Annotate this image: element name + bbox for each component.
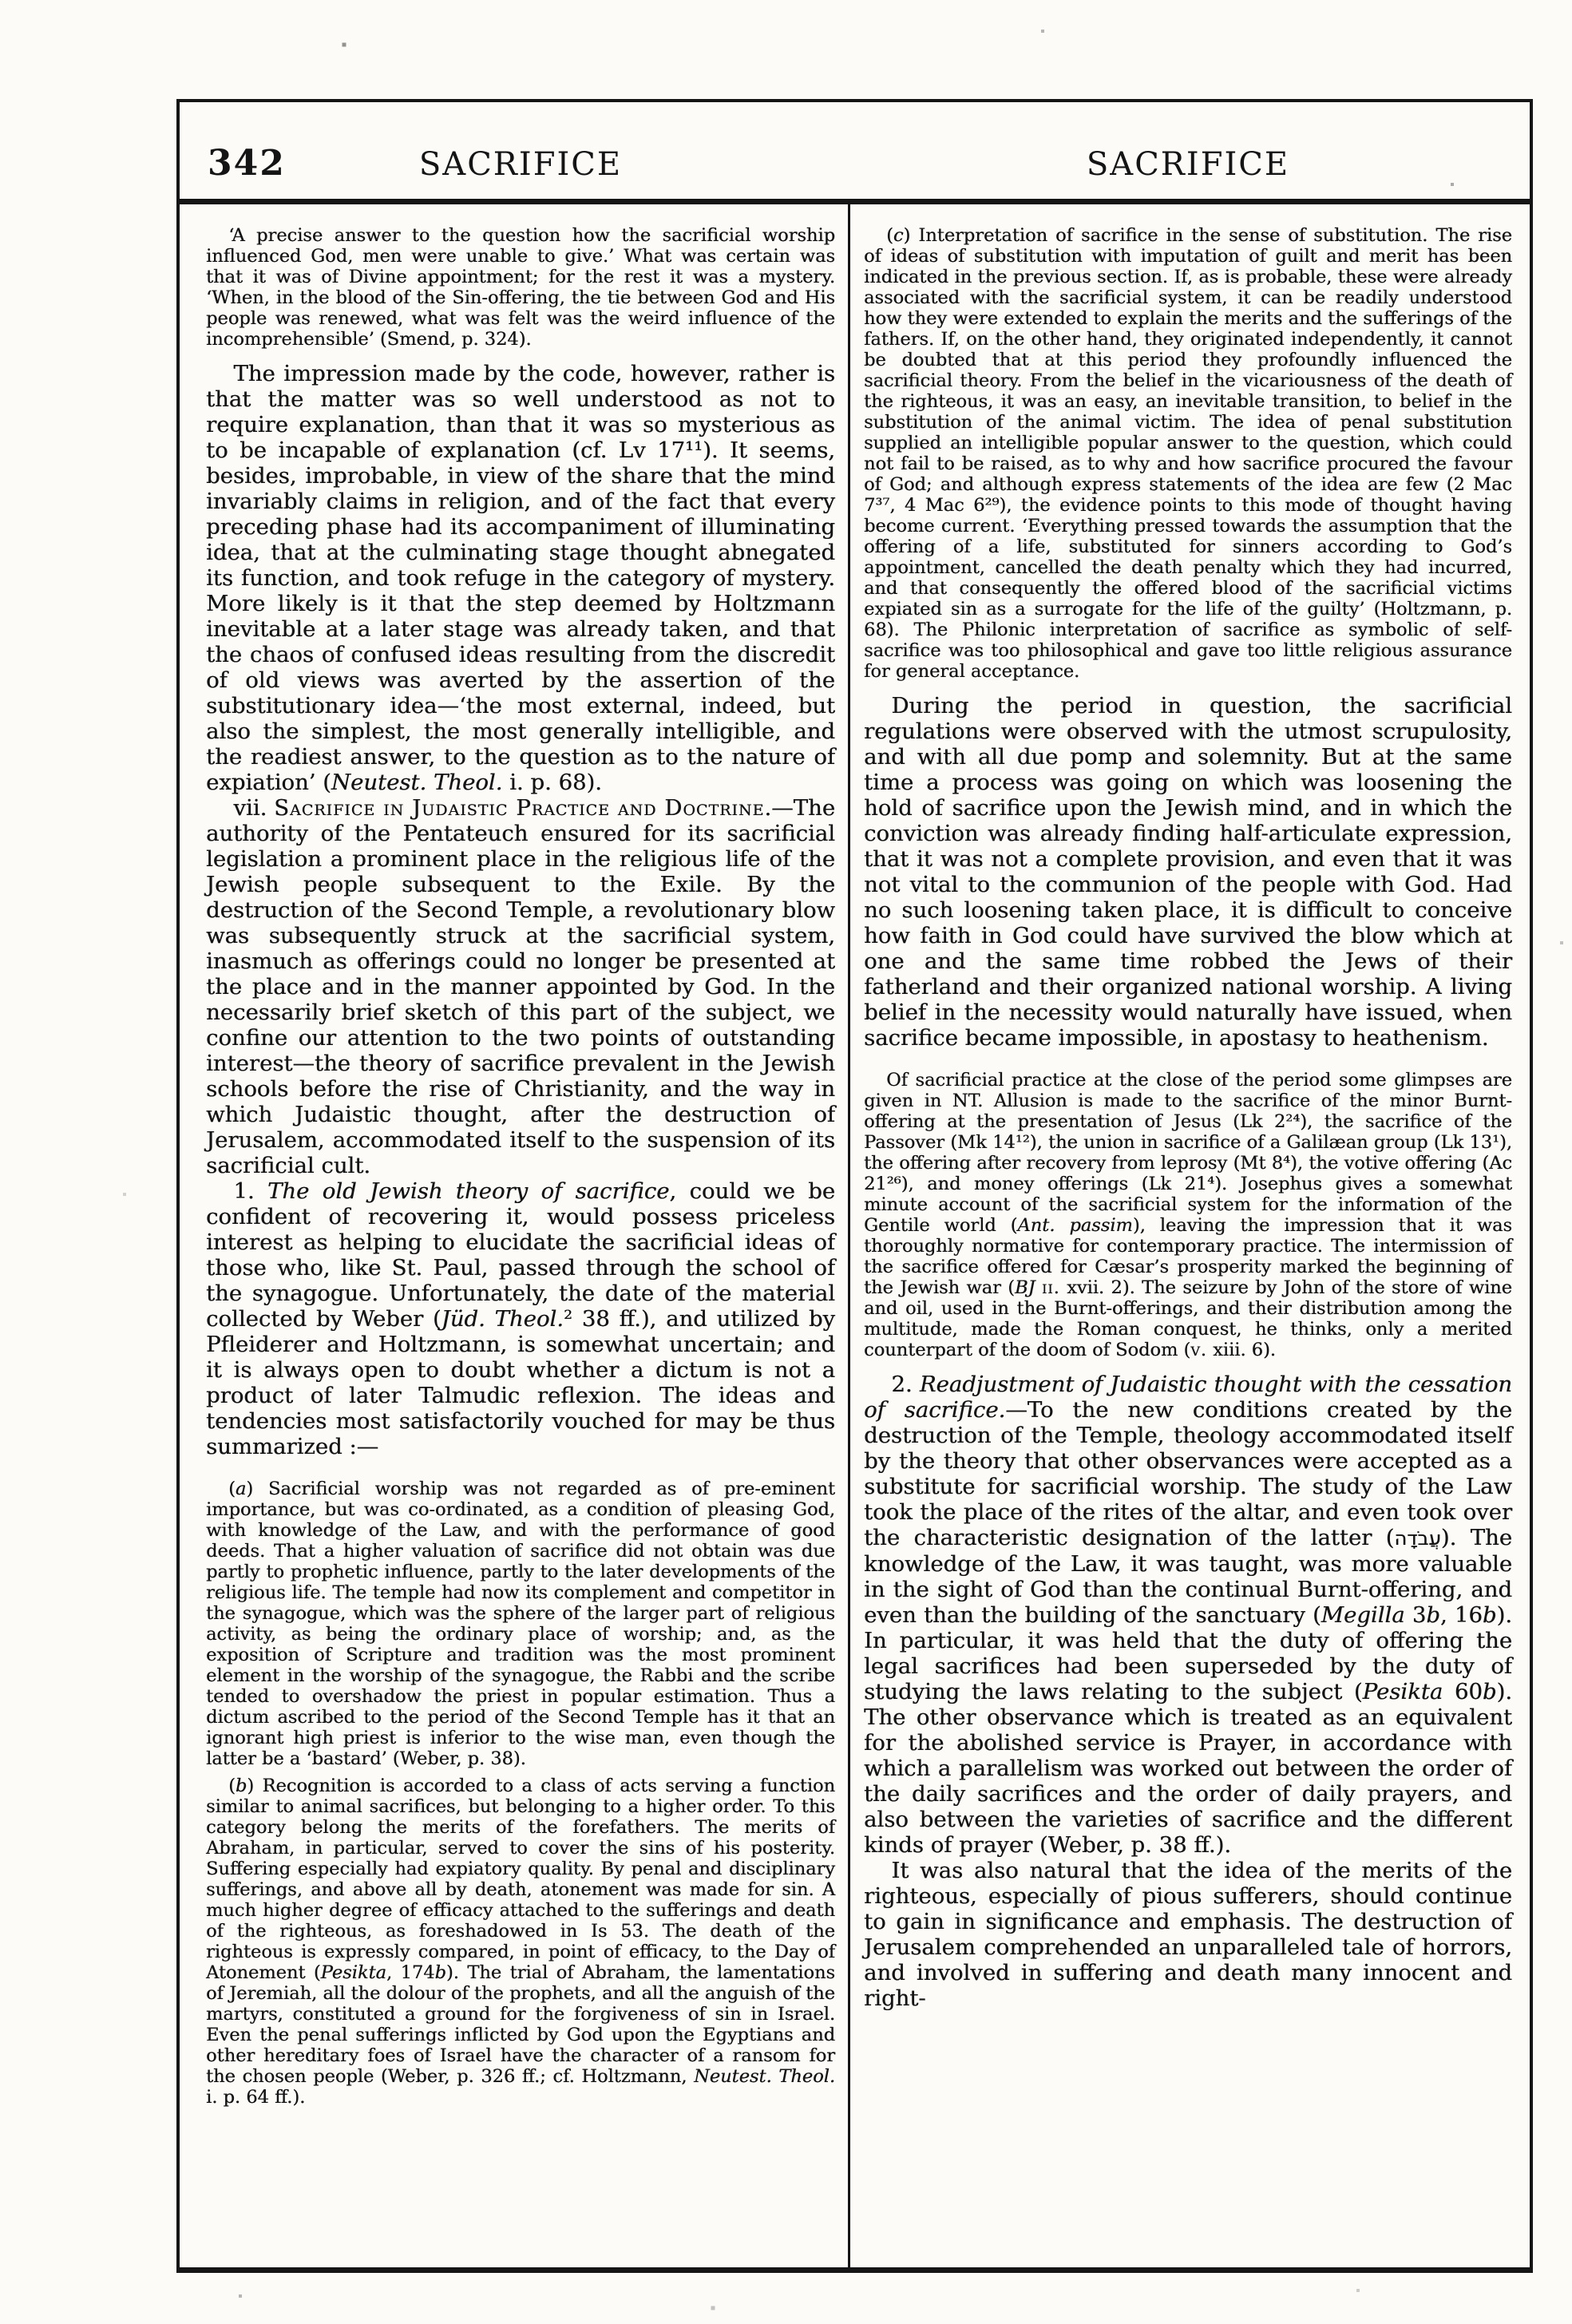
text-segment: —To the new conditions created by the destruction of the Temple, theology accommodated itself by the theory that other observances were accepted as a substitute for sacrificial worship. The study of the Law took the place of the rites of the altar, and even took over the characteristic designation of the latter ( [864,1397,1512,1550]
text-segment: c [893,225,904,246]
text-segment: ii. [1041,1277,1060,1298]
text-segment: ), leaving the impression that it was thoroughly normative for contemporary practice. The intermission of the sacrifice offered for Cæsar’s prosperity marked the beginning of the Jewish war ( [864,1215,1512,1298]
text-segment: Pesikta [1362,1679,1443,1704]
column-divider-rule [848,204,850,2267]
text-segment: ) Recognition is accorded to a class of acts serving a function similar to animal sacrifices, but belonging to a higher order. To this category belong the merits of the forefathers. The merits of Abraham, in particular, served to cover the sins of his posterity. Suffering especially had expiatory quality. By penal and disciplinary sufferings, and above all by death, atonement was made for sin. A much higher degree of efficacy attached to the sufferings and death of the righteous, as foreshadowed in Is 53. The death of the righteous is expressly compared, in point of efficacy, to the Day of Atonement ( [206,1776,835,1983]
frame-top-rule [176,99,1533,102]
text-segment [1035,1277,1042,1298]
text-segment: b [235,1776,247,1796]
text-segment: Readjustment of Judaistic thought with the cessation of sacrifice. [864,1372,1512,1423]
text-segment: b [1426,1602,1440,1628]
text-segment: ) Sacrificial worship was not regarded as of pre-eminent importance, but was co-ordinated, as a condition of pleasing God, with knowledge of the Law, and with the performance of good deeds. That a higher valuation of sacrifice did not obtain was due partly to prophetic influence, partly to the later developments of the religious life. The temple had now its complement and competitor in the synagogue, which was the sphere of the larger part of religious activity, as being the ordinary place of worship; and, as the exposition of Scripture and tradition was the most prominent element in the worship of the synagogue, the Rabbi and the scribe tended to overshadow the priest in popular estimation. Thus a dictum ascribed to the period of the Second Temple has it that an ignorant high priest is inferior to the wise man, even though the latter be a ‘bastard’ (Weber, p. 38). [206,1479,835,1769]
section-1-old-jewish-theory [206,1178,835,1459]
hebrew-term: עֲבֹדָה [1394,1527,1441,1550]
frame-right-border [1530,99,1533,2273]
merits-paragraph [864,1858,1512,2011]
text-segment: ( [228,1479,236,1499]
frame-left-border [176,99,180,2273]
text-segment: b [1482,1602,1497,1628]
note-b [206,1776,835,2108]
text-segment: Neutest. Theol. [331,770,503,795]
left-column [206,225,835,2108]
text-segment: 3 [1404,1602,1427,1628]
right-column [864,225,1512,2011]
note-c [864,225,1512,682]
text-segment: During the period in question, the sacrificial regulations were observed with the utmost scrupulosity, and with all due pomp and solemnity. But at the same time a process was going on which was loosening the hold of sacrifice upon the Jewish mind, and in which the conviction was already finding half-articulate expression, that it was not a complete provision, and even that it was not vital to the communion of the people with God. Had no such loosening taken place, it is difficult to conceive how faith in God could have survived the blow which at one and the same time robbed the Jews of their fatherland and their organized national worship. A living belief in the necessity would naturally have issued, when sacrifice became impossible, in apostasy to heathenism. [864,693,1512,1051]
text-segment: ) Interpretation of sacrifice in the sense of substitution. The rise of ideas of substitution with imputation of guilt and merit has been indicated in the previous section. If, as is probable, these were already associated with the sacrificial system, it can be readily understood how they were extended to explain the merits and the sufferings of the fathers. If, on the other hand, they originated independently, it cannot be doubted that at this period they profoundly influenced the sacrificial theory. From the belief in the vicariousness of the death of the righteous, it was an easy, an inevitable transition, to belief in the substitution of the animal victim. The idea of penal substitution supplied an intelligible popular answer to the question, which could not fail to be raised, as to why and how sacrifice procured the favour of God; and although express statements of the idea are few (2 Mac 7³⁷, 4 Mac 6²⁹), the evidence points to this mode of thought having become current. ‘Everything pressed towards the assumption that the offering of a life, substituted for sinners according to God’s appointment, cancelled the death penalty which they had incurred, and that consequently the offered blood of the sacrificial victims expiated sin as a surrogate for the life of the guilty’ (Holtzmann, p. 68). The Philonic interpretation of sacrifice as symbolic of self-sacrifice was too philosophical and gave too little religious assurance for general acceptance. [864,225,1512,682]
text-segment: Of sacrificial practice at the close of the period some glimpses are given in NT. Allusion is made to the sacrifice of the minor Burnt-offering at the presentation of Jesus (Lk 2²⁴), the sacrifice of the Passover (Mk 14¹²), the union in sacrifice of a Galilæan group (Lk 13¹), the offering after recovery from leprosy (Mt 8⁴), the votive offering (Ac 21²⁶), and money offerings (Lk 21⁴). Josephus gives a somewhat minute account of the sacrificial system for the information of the Gentile world ( [864,1070,1512,1236]
text-segment: ‘A precise answer to the question how the sacrificial worship influenced God, men were unable to give.’ What was certain was that it was of Divine appointment; for the rest it was a mystery. ‘When, in the blood of the Sin-offering, the tie between God and His people was renewed, what was felt was the weird influence of the incomprehensible’ (Smend, p. 324). [206,225,835,350]
impression-paragraph [206,361,835,795]
text-segment: , 16 [1439,1602,1483,1628]
text-segment: a [235,1479,247,1499]
text-segment: b [1482,1679,1497,1704]
text-segment: 1. [233,1178,267,1204]
text-segment: xiii. 6). [1206,1340,1276,1360]
scan-specks [0,0,2,2]
text-segment: i. p. 68). [502,770,602,795]
text-segment: Sacrifice in Judaistic Practice and Doctrine [274,795,765,821]
running-head-right: SACRIFICE [1086,146,1290,183]
text-segment: The old Jewish theory of sacrifice [267,1178,670,1204]
text-segment: Pesikta [320,1962,386,1983]
text-segment: Jüd. Theol. [441,1306,564,1332]
text-segment: Megilla [1321,1602,1405,1628]
text-segment: ). The trial of Abraham, the lamentations of Jeremiah, all the dolour of the prophets, and all the anguish of the martyrs, constituted a ground for the forgiveness of sin in Israel. Even the penal sufferings inflicted by God upon the Egyptians and other hereditary foes of Israel have the character of a ransom for the chosen people (Weber, p. 326 ff.; cf. Holtzmann, [206,1962,835,2087]
text-segment: vii. [233,795,275,821]
text-segment: v. [1190,1340,1207,1360]
note-a [206,1479,835,1769]
text-segment: ( [228,1776,236,1796]
text-segment: i. p. 64 ff.). [206,2087,306,2108]
text-segment: 60 [1443,1679,1483,1704]
text-segment: ² 38 ff.), and utilized by Pfleiderer and Holtzmann, is somewhat uncertain; and it is always open to doubt whether a dictum is not a product of later Talmudic reflexion. The ideas and tendencies most satisfactorily vouched for may be thus summarized :— [206,1306,835,1459]
text-segment: xvii. 2). The seizure by John of the store of wine and oil, used in the Burnt-offerings, and their distribution among the multitude, made the Roman conquest, he thinks, only a merited counterpart of the doom of Sodom ( [864,1277,1512,1360]
text-segment: The impression made by the code, however, rather is that the matter was so well understood as not to require explanation, than that it was so mysterious as to be incapable of explanation (cf. Lv 17¹¹). It seems, besides, improbable, in view of the share that the mind invariably claims in religion, and of the fact that every preceding phase had its accompaniment of illuminating idea, that at the culminating stage thought abnegated its function, and took refuge in the category of mystery. More likely is it that the step deemed by Holtzmann inevitable at a later stage was already taken, and that the chaos of confused ideas resulting from the discredit of old views was averted by the assertion of the substitutionary idea—‘the most external, indeed, but also the simplest, the most generally intelligible, and the readiest answer, to the question as to the nature of expiation’ ( [206,361,835,795]
text-segment: ). The knowledge of the Law, it was taught, was more valuable in the sight of God than the continual Burnt-offering, and even than the building of the sanctuary ( [864,1525,1512,1628]
text-segment: Neutest. Theol. [694,2066,835,2087]
text-segment: ). In particular, it was held that the duty of offering the legal sacrifices had been superseded by the duty of studying the laws relating to the subject ( [864,1602,1512,1704]
text-segment: 2. [891,1372,920,1397]
page-number: 342 [208,143,286,184]
text-segment: Ant. passim [1017,1215,1133,1236]
quote-smend [206,225,835,350]
running-head-left: SACRIFICE [418,146,623,183]
text-segment: .—The authority of the Pentateuch ensured for its sacrificial legislation a prominent place in the religious life of the Jewish people subsequent to the Exile. By the destruction of the Second Temple, a revolutionary blow was subsequently struck at the sacrificial system, inasmuch as offerings could no longer be presented at the place and in the manner appointed by God. In the necessarily brief sketch of this part of the subject, we confine our attention to the two points of outstanding interest—the theory of sacrifice prevalent in the Jewish schools before the rise of Christianity, and the way in which Judaistic thought, after the destruction of Jerusalem, accommodated itself to the suspension of its sacrificial cult. [206,795,835,1178]
text-segment: ). The other observance which is treated as an equivalent for the abolished service is Prayer, in accordance with which a parallelism was worked out between the order of the daily sacrifices and the order of daily prayers, and also between the varieties of sacrifice and the different kinds of prayer (Weber, p. 38 ff.). [864,1679,1512,1858]
text-segment: , 174 [386,1962,435,1983]
section-vii-judaistic-practice [206,795,835,1178]
text-segment: b [434,1962,446,1983]
text-segment: , could we be confident of recovering it, would possess priceless interest as helping to elucidate the sacrificial ideas of those who, like St. Paul, passed through the school of the synagogue. Unfortunately, the date of the material collected by Weber ( [206,1178,836,1332]
nt-practice-note [864,1070,1512,1360]
text-segment: It was also natural that the idea of the merits of the righteous, especially of pious sufferers, should continue to gain in significance and emphasis. The destruction of Jerusalem comprehended an unparalleled tale of horrors, and involved in suffering and death many innocent and right- [864,1858,1512,2011]
during-period-paragraph [864,693,1512,1051]
text-segment: BJ [1015,1277,1035,1298]
header-rule [176,199,1533,204]
section-2-readjustment [864,1372,1512,1858]
text-segment: ( [886,225,893,246]
bottom-rule [176,2267,1533,2273]
